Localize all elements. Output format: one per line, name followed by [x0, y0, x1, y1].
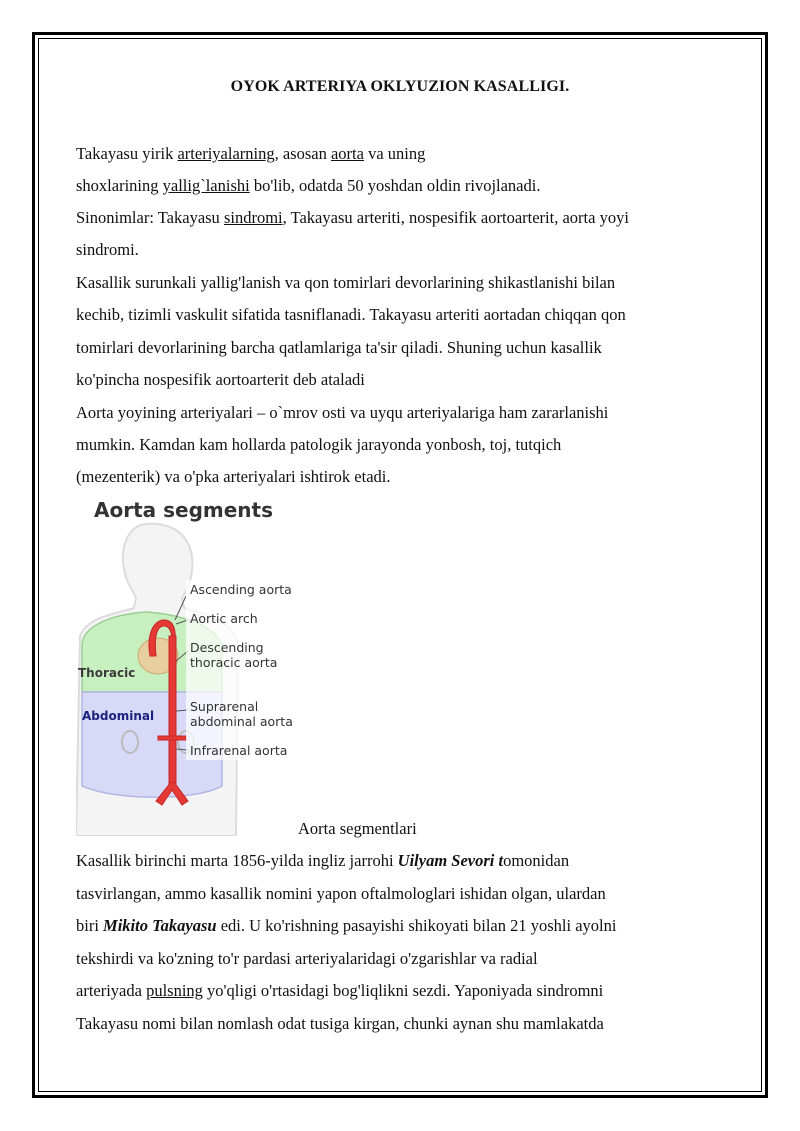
- text: edi. U ko'rishning pasayishi shikoyati bilan 21 yoshli ayolni: [216, 916, 617, 935]
- text: , asosan: [274, 144, 331, 163]
- text: arteriyada: [76, 981, 147, 1000]
- text: , Takayasu arteriti, nospesifik aortoarterit, aorta yoyi: [282, 208, 629, 227]
- text-line: ko'pincha nospesifik aortoarterit deb ataladi: [76, 370, 365, 389]
- text-line: Aorta yoyining arteriyalari – o`mrov osti va uyqu arteriyalariga ham zararlanishi: [76, 403, 609, 422]
- text-line: kechib, tizimli vaskulit sifatida tasniflanadi. Takayasu arteriti aortadan chiqqan qon: [76, 305, 626, 324]
- text-line: [76, 144, 425, 164]
- text: Sinonimlar: Takayasu: [76, 208, 224, 227]
- figure-caption: Aorta segmentlari: [298, 819, 417, 838]
- text-line: [76, 208, 629, 228]
- text-line: (mezenterik) va o'pka arteriyalari ishtirok etadi.: [76, 467, 391, 486]
- aorta-segments-figure: [76, 496, 308, 836]
- text: Kasallik birinchi marta 1856-yilda ingliz jarrohi: [76, 851, 398, 870]
- aorta-diagram: [76, 496, 308, 836]
- link-sindromi[interactable]: sindromi: [223, 208, 283, 227]
- label-thoracic-aorta: thoracic aorta: [190, 655, 278, 670]
- text: Takayasu yirik: [76, 144, 178, 163]
- page-title: OYOK ARTERIYA OKLYUZION KASALLIGI.: [230, 78, 570, 95]
- text-line: tomirlari devorlarining barcha qatlamlariga ta'sir qiladi. Shuning uchun kasallik: [76, 338, 602, 357]
- label-ascending-aorta: Ascending aorta: [190, 582, 292, 597]
- link-pulsning[interactable]: pulsning: [146, 981, 203, 1000]
- name-mikito-takayasu: Mikito Takayasu: [103, 916, 217, 935]
- text: va uning: [363, 144, 426, 163]
- figure-title: Aorta segments: [94, 498, 273, 522]
- label-descending: Descending: [190, 640, 264, 655]
- link-arteriyalarning[interactable]: arteriyalarning: [177, 144, 275, 163]
- text-line: [76, 851, 569, 871]
- label-thoracic: Thoracic: [78, 666, 136, 680]
- text-line: tasvirlangan, ammo kasallik nomini yapon oftalmologlari ishidan olgan, ulardan: [76, 884, 606, 903]
- text-line: mumkin. Kamdan kam hollarda patologik jarayonda yonbosh, toj, tutqich: [76, 435, 562, 454]
- label-panel: [186, 580, 298, 760]
- text: biri: [76, 916, 104, 935]
- link-aorta[interactable]: aorta: [330, 144, 364, 163]
- label-abdominal: Abdominal: [82, 709, 155, 723]
- text-line: [76, 176, 540, 196]
- label-suprarenal: Suprarenal: [190, 699, 259, 714]
- label-aortic-arch: Aortic arch: [190, 611, 258, 626]
- name-uilyam-sevori: Uilyam Sevori t: [397, 851, 504, 870]
- text: bo'lib, odatda 50 yoshdan oldin rivojlanadi.: [249, 176, 541, 195]
- text: yo'qligi o'rtasidagi bog'liqlikni sezdi. Yaponiyada sindromni: [202, 981, 604, 1000]
- text-line: tekshirdi va ko'zning to'r pardasi arteriyalaridagi o'zgarishlar va radial: [76, 949, 538, 968]
- text-line: Takayasu nomi bilan nomlash odat tusiga kirgan, chunki aynan shu mamlakatda: [76, 1014, 604, 1033]
- text-line: [76, 981, 603, 1001]
- text-line: [76, 916, 616, 936]
- text: omonidan: [503, 851, 570, 870]
- label-infrarenal-aorta: Infrarenal aorta: [190, 743, 288, 758]
- text-line: sindromi.: [76, 240, 139, 259]
- link-yalliglanishi[interactable]: yallig`lanishi: [162, 176, 250, 195]
- text: shoxlarining: [76, 176, 163, 195]
- text-line: Kasallik surunkali yallig'lanish va qon tomirlari devorlarining shikastlanishi bilan: [76, 273, 616, 292]
- label-abdominal-aorta: abdominal aorta: [190, 714, 293, 729]
